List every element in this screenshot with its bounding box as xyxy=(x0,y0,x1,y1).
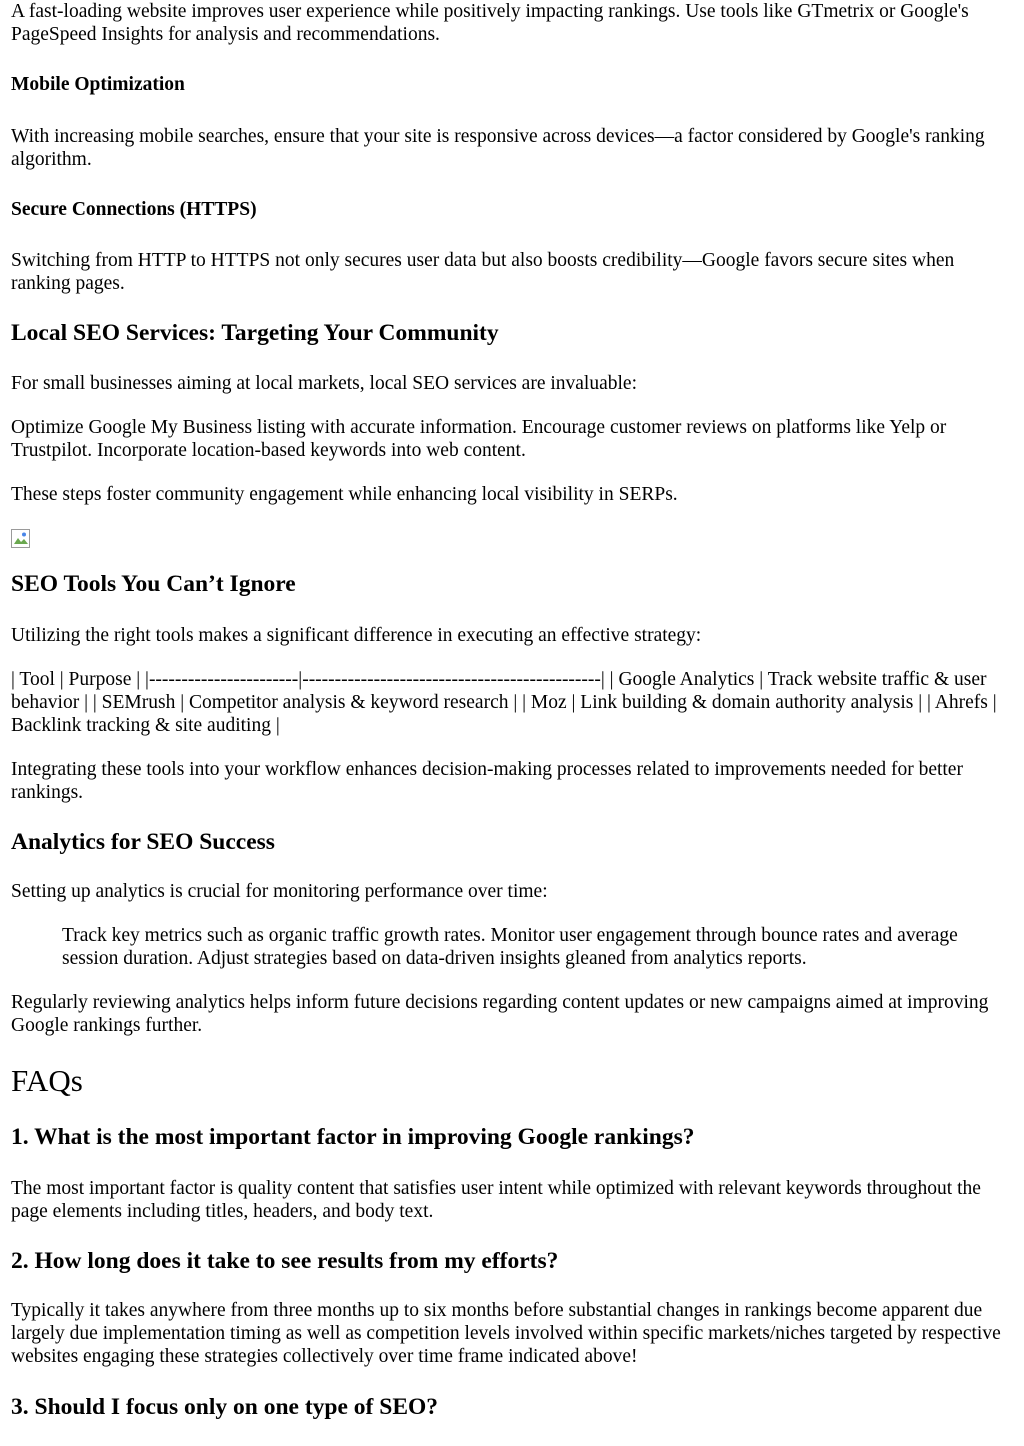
heading-analytics: Analytics for SEO Success xyxy=(11,829,275,855)
faq-question-3: 3. Should I focus only on one type of SEO? xyxy=(11,1394,439,1420)
paragraph-seo-tools-outro: Integrating these tools into your workflow enhances decision-making processes related to improvements needed for better rankings. xyxy=(11,759,963,803)
paragraph-secure-connections: Switching from HTTP to HTTPS not only secures user data but also boosts credibility—Google favors secure sites when ranking pages. xyxy=(11,250,955,294)
faq-question-2: 2. How long does it take to see results from my efforts? xyxy=(11,1248,559,1274)
paragraph-local-seo-intro: For small businesses aiming at local markets, local SEO services are invaluable: xyxy=(11,373,637,394)
broken-image-icon xyxy=(11,529,31,549)
faq-answer-1: The most important factor is quality content that satisfies user intent while optimized with relevant keywords throughout the page elements including titles, headers, and body text. xyxy=(11,1178,981,1222)
heading-seo-tools: SEO Tools You Can’t Ignore xyxy=(11,571,296,597)
heading-mobile-optimization: Mobile Optimization xyxy=(11,74,185,95)
heading-faqs: FAQs xyxy=(11,1063,83,1098)
faq-answer-2: Typically it takes anywhere from three months up to six months before substantial changes in rankings become apparent due largely due implementation timing as well as competition levels involved within specific markets/niches targeted by respective websites engaging these strategies collectively over time frame indicated above! xyxy=(11,1300,1001,1367)
quote-analytics-steps: Track key metrics such as organic traffic growth rates. Monitor user engagement through bounce rates and average session duration. Adjust strategies based on data-driven insights gleaned from analytics reports. xyxy=(62,925,958,969)
paragraph-seo-tools-table: | Tool | Purpose | |-----------------------|----------------------------------------------| | Google Analytics | Track website traffic & user behavior | | SEMrush | Competitor analysis & keyword research | | Moz | Link building & domain authority analysis | | Ahrefs | Backlink tracking & site auditing | xyxy=(11,669,997,736)
paragraph-local-seo-outro: These steps foster community engagement while enhancing local visibility in SERPs. xyxy=(11,484,678,505)
heading-secure-connections: Secure Connections (HTTPS) xyxy=(11,199,257,220)
paragraph-analytics-intro: Setting up analytics is crucial for monitoring performance over time: xyxy=(11,881,548,902)
heading-local-seo: Local SEO Services: Targeting Your Community xyxy=(11,320,499,346)
paragraph-mobile-optimization: With increasing mobile searches, ensure that your site is responsive across devices—a factor considered by Google's ranking algorithm. xyxy=(11,126,985,170)
paragraph-local-seo-steps: Optimize Google My Business listing with accurate information. Encourage customer reviews on platforms like Yelp or Trustpilot. Incorporate location-based keywords into web content. xyxy=(11,417,947,461)
paragraph-page-speed: A fast-loading website improves user experience while positively impacting rankings. Use tools like GTmetrix or Google's PageSpeed Insights for analysis and recommendations. xyxy=(11,1,969,45)
paragraph-analytics-outro: Regularly reviewing analytics helps inform future decisions regarding content updates or new campaigns aimed at improving Google rankings further. xyxy=(11,992,989,1036)
faq-question-1: 1. What is the most important factor in improving Google rankings? xyxy=(11,1124,695,1150)
paragraph-seo-tools-intro: Utilizing the right tools makes a significant difference in executing an effective strategy: xyxy=(11,625,702,646)
